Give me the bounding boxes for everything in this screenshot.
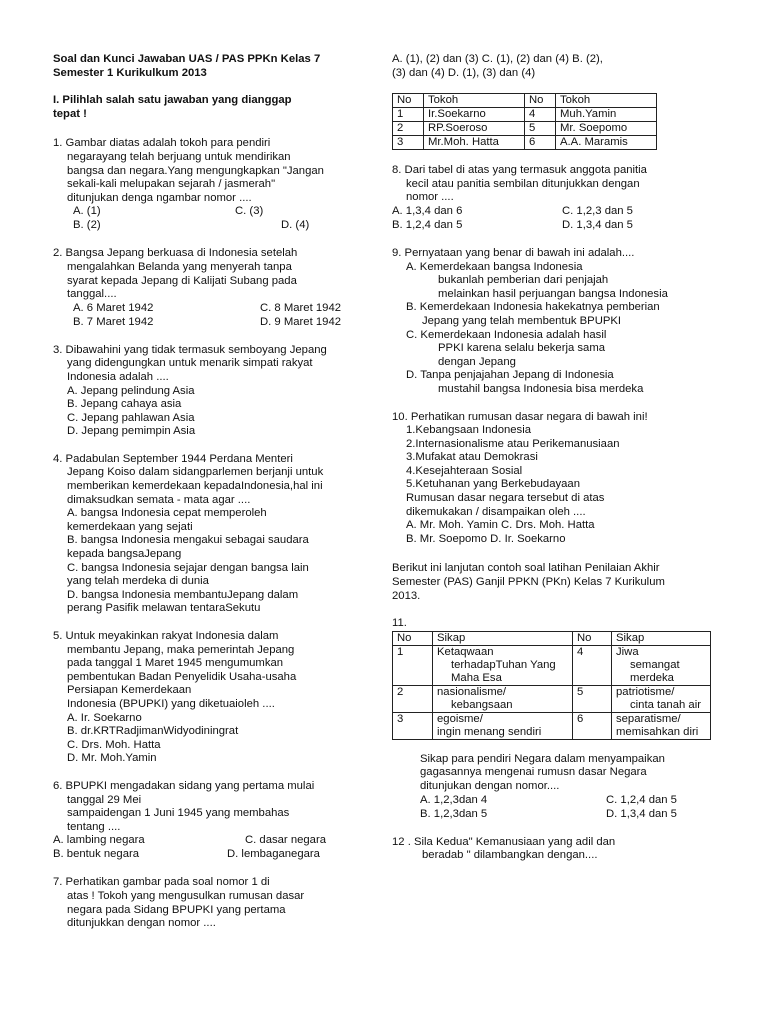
question-7 (53, 876, 365, 930)
q2-line: syarat kepada Jepang di Kalijati Subang pada (67, 274, 297, 287)
q4-line: memberikan kemerdekaan kepadaIndonesia,hal ini (67, 480, 323, 493)
q4-option-d: D. bangsa Indonesia membantuJepang dalam (67, 588, 299, 601)
q4-option-b-cont: kepada bangsaJepang (67, 548, 182, 561)
q7-options-line2: (3) dan (4) D. (1), (3) dan (4) (392, 66, 536, 79)
q5-option-c: C. Drs. Moh. Hatta (67, 738, 161, 751)
cell-line: semangat (630, 658, 680, 671)
q1-line: 1. Gambar diatas adalah tokoh para pendiri (53, 137, 271, 150)
q2-option-d: D. 9 Maret 1942 (260, 315, 342, 328)
q1-line: bangsa dan negara.Yang mengungkapkan "Jangan (67, 164, 324, 177)
q11-prompt (392, 753, 712, 822)
table-row (393, 136, 657, 150)
table-cell: Mr.Moh. Hatta (424, 136, 525, 150)
q2-option-a: A. 6 Maret 1942 (73, 301, 154, 314)
cell-line: terhadapTuhan Yang (451, 658, 556, 671)
q1-option-b: B. (2) (73, 219, 101, 232)
q3-option-b: B. Jepang cahaya asia (67, 398, 182, 411)
question-8 (392, 164, 712, 233)
table-cell (612, 645, 711, 685)
q8-option-d: D. 1,3,4 dan 5 (562, 218, 633, 231)
table-cell: 6 (573, 712, 612, 739)
q2-line: tanggal.... (67, 288, 117, 301)
q10-line: Rumusan dasar negara tersebut di atas (406, 492, 605, 505)
q9-option-b: B. Kemerdekaan Indonesia hakekatnya pemberian (406, 301, 660, 314)
q8-options-row1 (392, 205, 712, 219)
table-cell: Ir.Soekarno (424, 108, 525, 122)
q10-item: 3.Mufakat atau Demokrasi (406, 451, 538, 464)
table-cell (433, 645, 573, 685)
cell-line: separatisme/ (616, 712, 681, 725)
q9-option-c-cont: dengan Jepang (438, 355, 516, 368)
intro-line: Berikut ini lanjutan contoh soal latihan Penilaian Akhir (392, 562, 660, 575)
question-11 (392, 617, 712, 821)
table-cell: 4 (525, 108, 556, 122)
q6-option-d: D. lembaganegara (227, 848, 320, 861)
q7-line: ditunjukkan dengan nomor .... (67, 917, 216, 930)
q2-line: mengalahkan Belanda yang menyerah tanpa (67, 260, 292, 273)
q1-option-d: D. (4) (281, 219, 310, 232)
table-cell (433, 685, 573, 712)
table-cell: 6 (525, 136, 556, 150)
question-3 (53, 344, 365, 439)
cell-line: egoisme/ (437, 712, 483, 725)
q6-options-row2 (53, 848, 365, 862)
q8-option-b: B. 1,2,4 dan 5 (392, 218, 463, 231)
q9-line: 9. Pernyataan yang benar di bawah ini adalah.... (392, 246, 635, 259)
q7-options-line1: A. (1), (2) dan (3) C. (1), (2) dan (4) B. (2), (392, 53, 603, 65)
instruction-line1: I. Pilihlah salah satu jawaban yang dianggap (53, 94, 292, 107)
cell-line: memisahkan diri (616, 725, 699, 738)
q3-line: yang didengungkan untuk menarik simpati rakyat (67, 357, 313, 370)
q4-option-d-cont: perang Pasifik melawan tentaraSekutu (67, 602, 261, 615)
q4-option-b: B. bangsa Indonesia mengakui sebagai saudara (67, 534, 309, 547)
table-row (393, 122, 657, 136)
table-header-cell: No (393, 94, 424, 108)
table-cell: 2 (393, 685, 433, 712)
intro-paragraph (392, 562, 712, 603)
table-cell: 2 (393, 122, 424, 136)
q10-options-row1: A. Mr. Moh. Yamin C. Drs. Moh. Hatta (406, 519, 595, 532)
q9-option-d: D. Tanpa penjajahan Jepang di Indonesia (406, 369, 614, 382)
q1-option-c: C. (3) (235, 205, 264, 218)
question-2 (53, 247, 365, 329)
q3-line: 3. Dibawahini yang tidak termasuk semboyang Jepang (53, 343, 327, 356)
q9-option-a: A. Kemerdekaan bangsa Indonesia (406, 260, 583, 273)
table-row (393, 645, 711, 685)
q1-options-row2 (53, 219, 365, 233)
question-12 (392, 836, 712, 863)
q11-option-c: C. 1,2,4 dan 5 (606, 793, 677, 806)
q2-line: 2. Bangsa Jepang berkuasa di Indonesia setelah (53, 247, 298, 260)
table-header-cell: Tokoh (556, 94, 657, 108)
q3-line: Indonesia adalah .... (67, 370, 169, 383)
q8-option-c: C. 1,2,3 dan 5 (562, 204, 633, 217)
q4-line: Jepang Koiso dalam sidangparlemen berjanji untuk (67, 466, 324, 479)
q3-option-a: A. Jepang pelindung Asia (67, 384, 195, 397)
q3-option-d: D. Jepang pemimpin Asia (67, 425, 196, 438)
q6-line: 6. BPUPKI mengadakan sidang yang pertama mulai (53, 779, 315, 792)
question-5 (53, 630, 365, 766)
q8-options-row2 (392, 219, 712, 233)
q6-option-b: B. bentuk negara (53, 848, 140, 861)
intro-line: Semester (PAS) Ganjil PPKN (PKn) Kelas 7 Kurikulum (392, 576, 665, 589)
cell-line: Jiwa (616, 645, 639, 658)
q8-line: nomor .... (406, 191, 454, 204)
table-header-cell: No (573, 631, 612, 645)
table-row (393, 685, 711, 712)
table-header-row (393, 631, 711, 645)
q7-line: atas ! Tokoh yang mengusulkan rumusan dasar (67, 889, 305, 902)
q11-option-a: A. 1,2,3dan 4 (420, 793, 488, 806)
question-1 (53, 137, 365, 233)
q5-option-a: A. Ir. Soekarno (67, 711, 142, 724)
table-cell: Mr. Soepomo (556, 122, 657, 136)
cell-line: merdeka (630, 671, 674, 684)
question-10 (392, 411, 712, 547)
q6-options-row1 (53, 834, 365, 848)
table-header-cell: No (393, 631, 433, 645)
q5-option-b: B. dr.KRTRadjimanWidyodiningrat (67, 725, 239, 738)
q1-line: sekali-kali melupakan sejarah / jasmerah" (67, 178, 276, 191)
q1-options-row1 (53, 205, 365, 219)
table-cell: 5 (525, 122, 556, 136)
q4-option-c-cont: yang telah merdeka di dunia (67, 575, 209, 588)
q7-line: negara pada Sidang BPUPKI yang pertama (67, 903, 286, 916)
q11-number: 11. (392, 617, 407, 630)
q10-item: 5.Ketuhanan yang Berkebudayaan (406, 478, 580, 491)
q5-line: 5. Untuk meyakinkan rakyat Indonesia dalam (53, 630, 279, 642)
doc-title-line2: Semester 1 Kurikulkum 2013 (53, 66, 207, 79)
q10-line: 10. Perhatikan rumusan dasar negara di bawah ini! (392, 410, 648, 423)
table-cell: A.A. Maramis (556, 136, 657, 150)
q2-option-b: B. 7 Maret 1942 (73, 315, 154, 328)
q5-line: Indonesia (BPUPKI) yang diketuaioleh .... (67, 697, 275, 710)
q4-line: dimaksudkan semata - mata agar .... (67, 493, 251, 506)
question-6 (53, 780, 365, 862)
q6-line: tanggal 29 Mei (67, 793, 142, 806)
q5-line: membantu Jepang, maka pemerintah Jepang (67, 643, 295, 656)
right-column (392, 53, 712, 863)
table-row (393, 712, 711, 739)
table-cell: RP.Soeroso (424, 122, 525, 136)
q4-line: 4. Padabulan September 1944 Perdana Menteri (53, 452, 293, 465)
intro-line: 2013. (392, 589, 421, 602)
q11-line: Sikap para pendiri Negara dalam menyampaikan (420, 752, 665, 765)
q8-line: kecil atau panitia sembilan ditunjukkan dengan (406, 177, 640, 190)
instruction-line2: tepat ! (53, 107, 87, 120)
table-row (393, 108, 657, 122)
q11-option-b: B. 1,2,3dan 5 (420, 807, 488, 820)
q4-option-c: C. bangsa Indonesia sejajar dengan bangsa lain (67, 561, 309, 574)
q5-option-d: D. Mr. Moh.Yamin (67, 752, 157, 765)
table-cell (612, 712, 711, 739)
sikap-table (392, 631, 711, 740)
q2-option-c: C. 8 Maret 1942 (260, 301, 342, 314)
q1-option-a: A. (1) (73, 205, 101, 218)
cell-line: kebangsaan (451, 698, 513, 711)
q12-line: beradab " dilambangkan dengan.... (422, 849, 598, 862)
q9-option-c-cont: PPKI karena selalu bekerja sama (438, 342, 606, 355)
q11-options-row2 (420, 808, 712, 822)
cell-line: Ketaqwaan (437, 645, 494, 658)
q8-option-a: A. 1,3,4 dan 6 (392, 204, 463, 217)
q11-options-row1 (420, 794, 712, 808)
q9-option-a-cont: bukanlah pemberian dari penjajah (438, 274, 609, 287)
table-header-cell: Sikap (433, 631, 573, 645)
table-cell (612, 685, 711, 712)
q5-line: Persiapan Kemerdekaan (67, 684, 192, 697)
q8-line: 8. Dari tabel di atas yang termasuk anggota panitia (392, 164, 647, 177)
q12-line: 12 . Sila Kedua" Kemanusiaan yang adil dan (392, 835, 616, 848)
table-cell: 5 (573, 685, 612, 712)
q7-line: 7. Perhatikan gambar pada soal nomor 1 di (53, 876, 270, 889)
table-cell: Muh.Yamin (556, 108, 657, 122)
q9-option-a-cont: melainkan hasil perjuangan bangsa Indonesia (438, 287, 668, 300)
question-4 (53, 453, 365, 616)
q10-item: 4.Kesejahteraan Sosial (406, 464, 523, 477)
cell-line: Maha Esa (451, 671, 502, 684)
table-header-cell: No (525, 94, 556, 108)
q11-line: gagasannya mengenai rumusn dasar Negara (420, 766, 647, 779)
q6-line: tentang .... (67, 820, 121, 833)
table-header-cell: Tokoh (424, 94, 525, 108)
q9-option-c: C. Kemerdekaan Indonesia adalah hasil (406, 328, 607, 341)
q10-item: 2.Internasionalisme atau Perikemanusiaan (406, 437, 620, 450)
table-header-cell: Sikap (612, 631, 711, 645)
table-cell: 1 (393, 108, 424, 122)
cell-line: nasionalisme/ (437, 685, 507, 698)
q1-line: ditunjukan denga ngambar nomor .... (67, 191, 252, 204)
q5-line: pembentukan Badan Penyelidik Usaha-usaha (67, 670, 297, 683)
q10-options-row2: B. Mr. Soepomo D. Ir. Soekarno (406, 532, 566, 545)
q4-option-a: A. bangsa Indonesia cepat memperoleh (67, 507, 267, 520)
left-column (53, 53, 365, 931)
q1-line: negarayang telah berjuang untuk mendirikan (67, 150, 291, 163)
q6-option-c: C. dasar negara (245, 834, 327, 847)
q10-item: 1.Kebangsaan Indonesia (406, 424, 531, 437)
table-cell (433, 712, 573, 739)
table-cell: 4 (573, 645, 612, 685)
table-header-row (393, 94, 657, 108)
cell-line: ingin menang sendiri (437, 725, 542, 738)
q2-options-row1 (53, 302, 365, 316)
q6-line: sampaidengan 1 Juni 1945 yang membahas (67, 807, 290, 820)
doc-title-line1: Soal dan Kunci Jawaban UAS / PAS PPKn Kelas 7 (53, 53, 321, 65)
table-cell: 1 (393, 645, 433, 685)
cell-line: patriotisme/ (616, 685, 675, 698)
question-9 (392, 247, 712, 397)
q2-options-row2 (53, 316, 365, 330)
q4-option-a-cont: kemerdekaan yang sejati (67, 520, 193, 533)
q6-option-a: A. lambing negara (53, 834, 145, 847)
q5-line: pada tanggal 1 Maret 1945 mengumumkan (67, 657, 284, 670)
q3-option-c: C. Jepang pahlawan Asia (67, 411, 195, 424)
tokoh-table (392, 93, 657, 150)
table-cell: 3 (393, 136, 424, 150)
q10-line: dikemukakan / disampaikan oleh .... (406, 505, 586, 518)
q9-option-b-cont: Jepang yang telah membentuk BPUPKI (422, 314, 622, 327)
table-cell: 3 (393, 712, 433, 739)
q9-option-d-cont: mustahil bangsa Indonesia bisa merdeka (438, 382, 644, 395)
q11-line: ditunjukan dengan nomor.... (420, 780, 560, 792)
cell-line: cinta tanah air (630, 698, 701, 711)
q11-option-d: D. 1,3,4 dan 5 (606, 807, 677, 820)
